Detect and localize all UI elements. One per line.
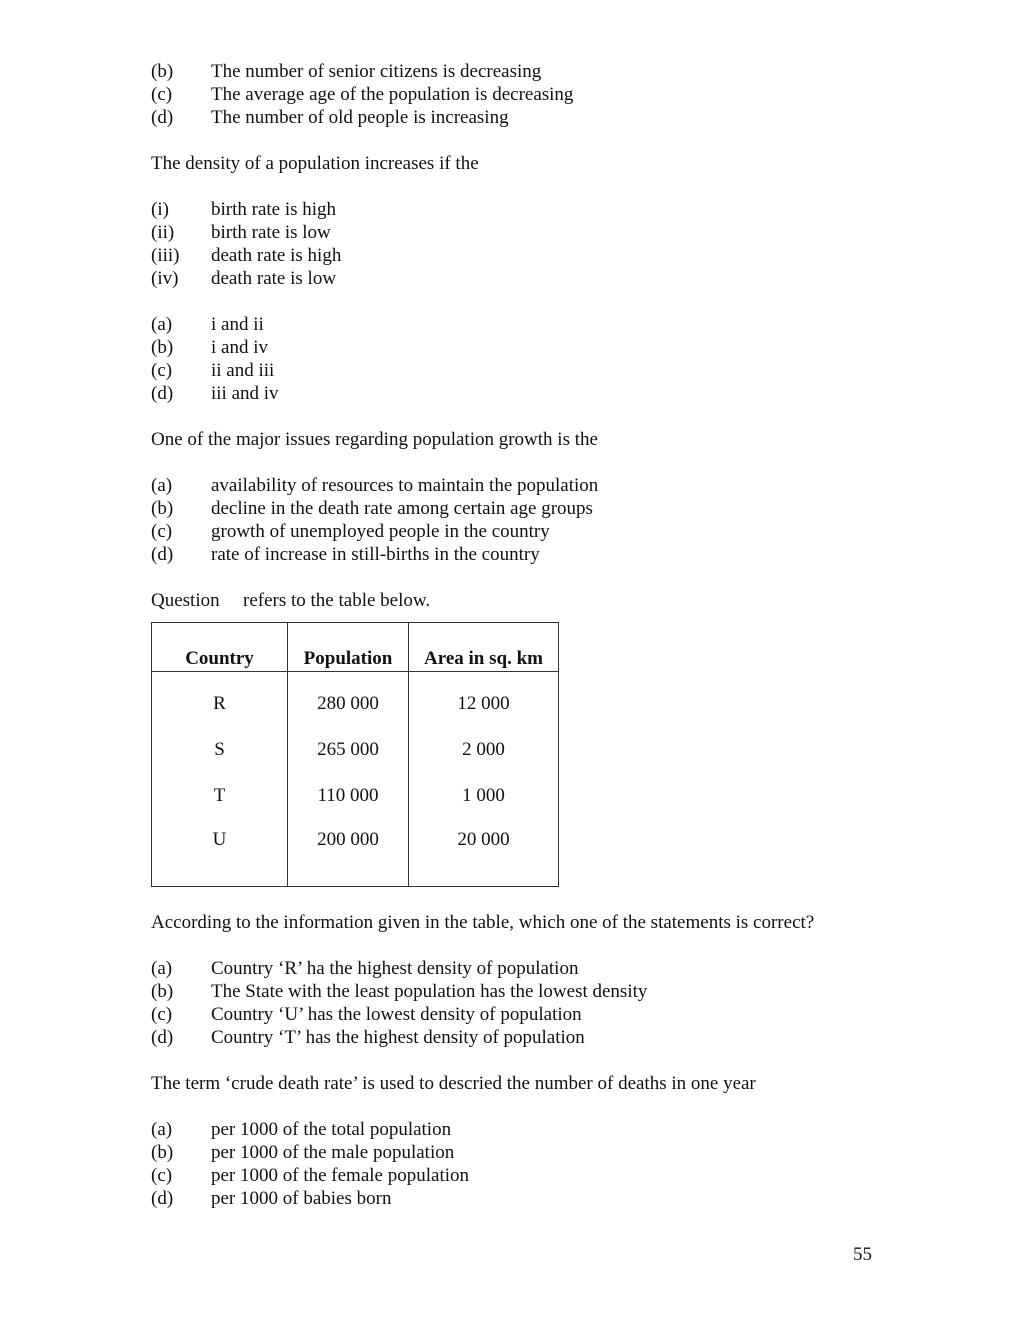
- option-row: [151, 497, 881, 520]
- option-label: (b): [151, 61, 174, 82]
- option-text: Country ‘R’ ha the highest density of population: [211, 958, 579, 979]
- option-label: (b): [151, 337, 174, 358]
- option-row: [151, 313, 881, 336]
- option-label: (a): [151, 314, 173, 335]
- density-question-stem: The density of a population increases if the: [151, 153, 479, 174]
- option-label: (a): [151, 1119, 173, 1140]
- option-label: (c): [151, 1004, 173, 1025]
- option-row: [151, 1026, 881, 1049]
- statement-row: [151, 244, 881, 267]
- statement-label: (ii): [151, 222, 175, 243]
- option-text: The average age of the population is decreasing: [211, 84, 574, 105]
- option-text: availability of resources to maintain the population: [211, 475, 599, 496]
- option-row: [151, 520, 881, 543]
- option-row: [151, 359, 881, 382]
- option-text: per 1000 of the total population: [211, 1119, 452, 1140]
- option-row: [151, 1164, 881, 1187]
- death-rate-question-stem: The term ‘crude death rate’ is used to descried the number of deaths in one year: [151, 1073, 756, 1094]
- statement-row: [151, 221, 881, 244]
- document-page: [151, 60, 881, 1210]
- option-text: Country ‘T’ has the highest density of population: [211, 1027, 585, 1048]
- statement-text: death rate is high: [211, 245, 342, 266]
- option-text: decline in the death rate among certain age groups: [211, 498, 593, 519]
- table-row: [152, 818, 559, 887]
- option-text: per 1000 of babies born: [211, 1188, 392, 1209]
- table-question-stem: According to the information given in the table, which one of the statements is correct?: [151, 912, 815, 933]
- option-row: [151, 60, 881, 83]
- table-row: [152, 726, 559, 772]
- table-intro: [151, 589, 881, 612]
- cell-area: 2 000: [409, 726, 559, 772]
- option-text: per 1000 of the female population: [211, 1165, 470, 1186]
- cell-population: 280 000: [288, 672, 409, 727]
- option-row: [151, 106, 881, 129]
- option-label: (d): [151, 107, 174, 128]
- statement-row: [151, 198, 881, 221]
- option-row: [151, 1118, 881, 1141]
- table-row: [152, 672, 559, 727]
- option-label: (c): [151, 1165, 173, 1186]
- cell-country: U: [152, 818, 288, 887]
- statement-text: birth rate is low: [211, 222, 331, 243]
- option-label: (b): [151, 981, 174, 1002]
- option-label: (c): [151, 84, 173, 105]
- cell-country: S: [152, 726, 288, 772]
- option-text: The number of old people is increasing: [211, 107, 509, 128]
- cell-population: 265 000: [288, 726, 409, 772]
- option-text: i and iv: [211, 337, 268, 358]
- option-text: per 1000 of the male population: [211, 1142, 455, 1163]
- option-row: [151, 957, 881, 980]
- option-label: (d): [151, 1188, 174, 1209]
- option-row: [151, 382, 881, 405]
- cell-country: R: [152, 672, 288, 727]
- option-label: (c): [151, 521, 173, 542]
- option-row: [151, 1003, 881, 1026]
- option-label: (c): [151, 360, 173, 381]
- option-label: (d): [151, 383, 174, 404]
- option-label: (b): [151, 1142, 174, 1163]
- cell-area: 1 000: [409, 772, 559, 818]
- option-label: (d): [151, 1027, 174, 1048]
- option-text: The State with the least population has the lowest density: [211, 981, 648, 1002]
- option-row: [151, 83, 881, 106]
- statement-text: birth rate is high: [211, 199, 337, 220]
- page-number: 55: [853, 1244, 872, 1265]
- column-header-population: Population: [288, 623, 409, 672]
- statement-text: death rate is low: [211, 268, 337, 289]
- cell-population: 110 000: [288, 772, 409, 818]
- table-question-options: [151, 957, 881, 1049]
- issues-question-stem: One of the major issues regarding population growth is the: [151, 429, 598, 450]
- option-row: [151, 474, 881, 497]
- option-label: (b): [151, 498, 174, 519]
- density-options: [151, 313, 881, 405]
- death-rate-options: [151, 1118, 881, 1210]
- option-row: [151, 1141, 881, 1164]
- density-statement-list: [151, 198, 881, 290]
- option-text: ii and iii: [211, 360, 275, 381]
- option-row: [151, 1187, 881, 1210]
- issues-options: [151, 474, 881, 566]
- table-header-row: [152, 623, 559, 672]
- option-text: Country ‘U’ has the lowest density of population: [211, 1004, 582, 1025]
- population-table: [151, 622, 559, 887]
- option-text: i and ii: [211, 314, 264, 335]
- option-label: (a): [151, 475, 173, 496]
- cell-population: 200 000: [288, 818, 409, 887]
- option-text: growth of unemployed people in the country: [211, 521, 550, 542]
- column-header-area: Area in sq. km: [409, 623, 559, 672]
- option-row: [151, 980, 881, 1003]
- prev-question-options: [151, 60, 881, 129]
- statement-row: [151, 267, 881, 290]
- cell-country: T: [152, 772, 288, 818]
- statement-label: (iv): [151, 268, 179, 289]
- option-text: rate of increase in still-births in the country: [211, 544, 540, 565]
- statement-label: (i): [151, 199, 169, 220]
- column-header-country: Country: [152, 623, 288, 672]
- cell-area: 20 000: [409, 818, 559, 887]
- option-row: [151, 543, 881, 566]
- option-text: The number of senior citizens is decreasing: [211, 61, 542, 82]
- option-label: (a): [151, 958, 173, 979]
- table-intro-question-word: Question: [151, 590, 220, 611]
- cell-area: 12 000: [409, 672, 559, 727]
- statement-label: (iii): [151, 245, 180, 266]
- option-label: (d): [151, 544, 174, 565]
- table-row: [152, 772, 559, 818]
- table-intro-rest: refers to the table below.: [243, 590, 431, 611]
- option-row: [151, 336, 881, 359]
- option-text: iii and iv: [211, 383, 279, 404]
